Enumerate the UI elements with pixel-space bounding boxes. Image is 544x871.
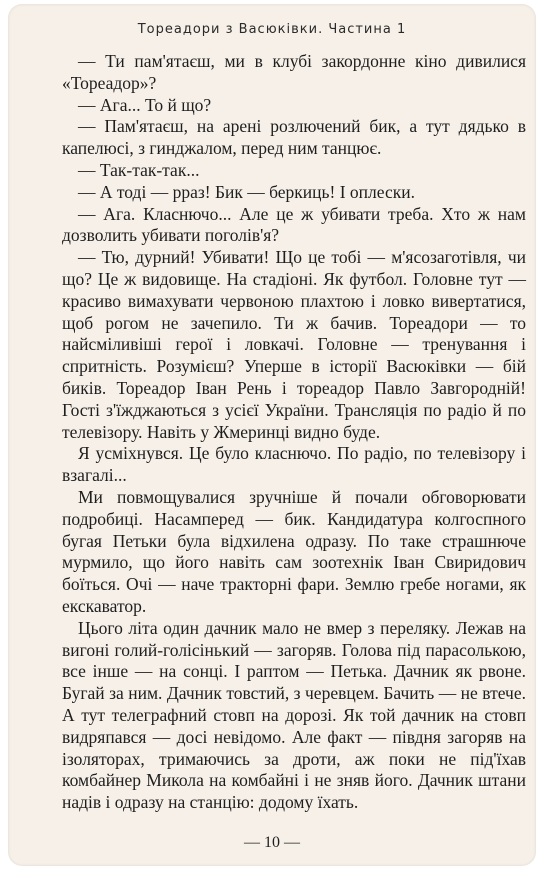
book-page: [8, 4, 536, 866]
paragraph: — Пам'ятаєш, на арені розлючений бик, а тут дядько в капелюсі, з гинджалом, перед ним танцює.: [62, 116, 526, 159]
paragraph: Я усміхнувся. Це було класнючо. По радіо, по телевізору і взагалі...: [62, 443, 526, 486]
paragraph: — Ти пам'ятаєш, ми в клубі закордонне кіно дивилися «Тореадор»?: [62, 51, 526, 93]
page-number: — 10 —: [244, 834, 300, 851]
running-head: Тореадори з Васюківки. Частина 1: [137, 22, 407, 37]
paragraph: Цього літа один дачник мало не вмер з переляку. Лежав на вигоні голий-голісінький — загоряв. Голова під парасолькою, все інше — на сонці. І раптом — Петька. Дачник як рвоне. Бугай за ним. Дачник товстий, з черевцем. Бачить — не втече. А тут телеграфний стовп на дорозі. Як той дачник на стовп видряпався — досі невідомо. Але факт — півдня загоряв на ізоляторах, тримаючись за дроти, аж поки не під'їхав комбайнер Микола на комбайні і не зняв його. Дачник штани надів і одразу на станцію: додому їхать.: [62, 617, 526, 813]
paragraph: — Ага... То й що?: [78, 94, 212, 115]
body-text: [62, 51, 526, 814]
paragraph: — Ага. Класнючо... Але це ж убивати треба. Хто ж нам дозволить убивати поголів'я?: [62, 203, 526, 246]
paragraph: — А тоді — рраз! Бик — беркиць! І оплески.: [78, 181, 415, 202]
paragraph: — Так-так-так...: [78, 159, 200, 180]
paragraph: — Тю, дурний! Убивати! Що це тобі — м'ясозаготівля, чи що? Це ж видовище. На стадіоні. Як футбол. Головне тут — красиво вимахувати червоною плахтою і ловко вивертатися, щоб рогом не зачепило. Ти ж бачив. Тореадори — то найсміливіші герої і ловкачі. Головне — тренування і спритність. Розумієш? Уперше в історії Васюківки — бій биків. Тореадор Іван Рень і тореадор Павло Завгородній! Гості з'їжджаються з усієї України. Трансляція по радіо й по телевізору. Навіть у Жмеринці видно буде.: [62, 247, 526, 442]
paragraph: Ми повмощувалися зручніше й почали обговорювати подробиці. Насамперед — бик. Кандидатура колгоспного бугая Петьки була відхилена одразу. По таке страшнюче мурмило, що його навіть сам зоотехнік Іван Свиридович боїться. Очі — наче тракторні фари. Землю гребе ногами, як екскаватор.: [62, 486, 526, 616]
